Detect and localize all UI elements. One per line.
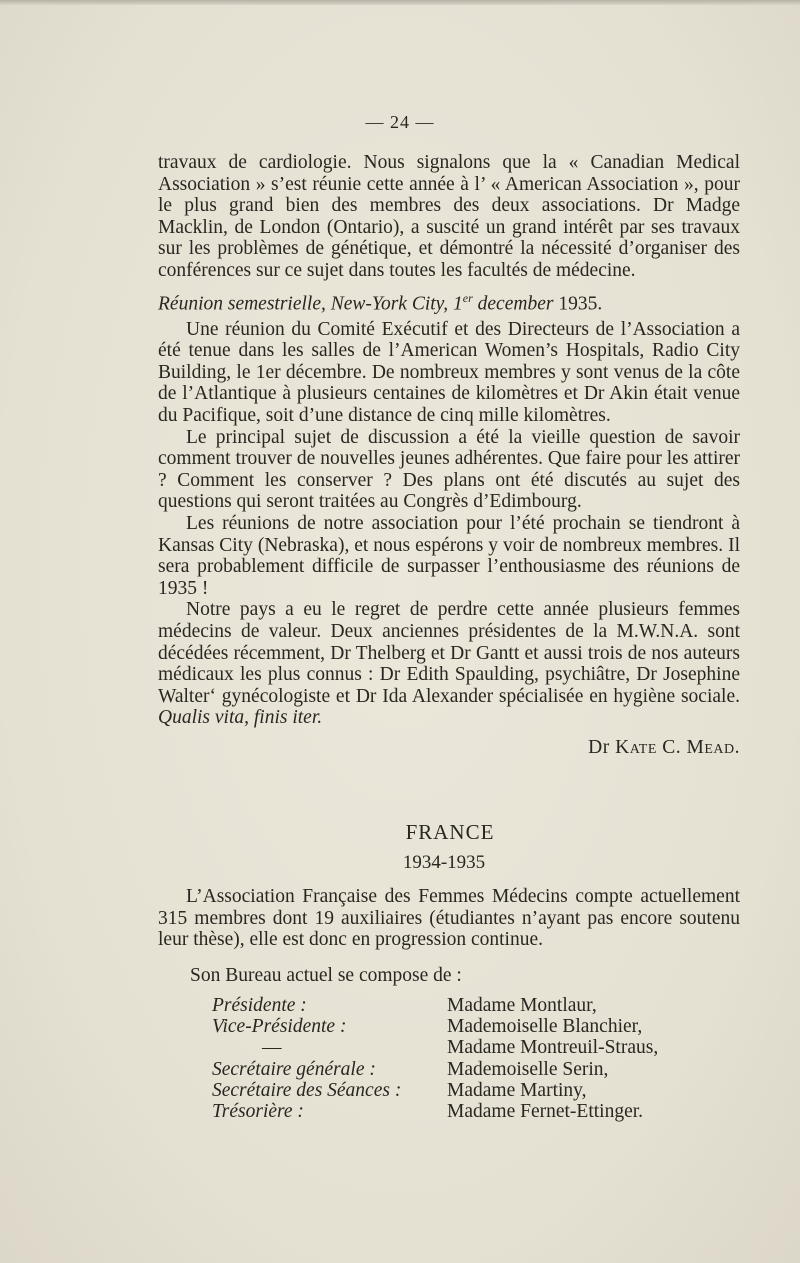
officer-role: Vice-Présidente : xyxy=(212,1016,347,1038)
latin-phrase: Qualis vita, finis iter. xyxy=(158,707,323,729)
heading-text-end: december xyxy=(472,293,554,315)
officer-row xyxy=(212,995,658,1016)
body-text-top xyxy=(158,152,740,759)
paragraph-discussion: Le principal sujet de discussion a été la vieille question de savoir comment trouver de nouvelles jeunes adhérentes. Que faire pour les attirer ? Comment les conserver ? Des plans ont été discutés au sujet des questions qui seront traitées au Congrès d’Edimbourg. xyxy=(158,426,740,513)
officer-name: Madame Montlaur, xyxy=(447,995,597,1016)
officer-role: Trésorière : xyxy=(212,1101,304,1123)
heading-superscript: er xyxy=(462,290,473,305)
officer-row xyxy=(212,1101,658,1122)
paragraph-regret xyxy=(158,599,740,729)
officer-row xyxy=(212,1080,658,1101)
officer-name: Madame Montreuil-Straus, xyxy=(447,1037,659,1059)
signature-name: Kate C. Mead. xyxy=(615,736,740,758)
heading-text: Réunion semestrielle, New-York City, 1 xyxy=(158,293,463,315)
officer-name: Madame Fernet-Ettinger. xyxy=(447,1101,644,1123)
officer-role: Présidente : xyxy=(212,995,307,1016)
officers-list xyxy=(212,995,658,1122)
officer-role: Secrétaire des Séances : xyxy=(212,1079,402,1101)
signature-title: Dr xyxy=(588,736,616,758)
page-top-edge xyxy=(0,0,800,5)
paragraph-association-francaise: L’Association Française des Femmes Médecins compte actuellement 315 membres dont 19 auxiliaires (étudiantes n’ayant pas encore soutenu leur thèse), elle est donc en progression continue. xyxy=(158,886,740,951)
bureau-intro: Son Bureau actuel se compose de : xyxy=(190,965,462,986)
section-years: 1934-1935 xyxy=(402,852,486,873)
section-title-france: FRANCE xyxy=(405,820,495,844)
section-heading-reunion xyxy=(158,288,740,315)
paragraph-cardiologie: travaux de cardiologie. Nous signalons que la « Canadian Medical Association » s’est réunie cette année à l’ « American Association », pour le plus grand bien des membres des deux associations. Dr Madge Macklin, de London (Ontario), a suscité un grand intérêt par ses travaux sur les problèmes de génétique, et démontré la nécessité d’organiser des conférences sur ce sujet dans toutes les facultés de médecine. xyxy=(158,152,740,281)
officer-role: — xyxy=(262,1037,282,1059)
regret-text: Notre pays a eu le regret de perdre cette année plusieurs femmes médecins de valeur. Deux anciennes présidentes de la M.W.N.A. sont décédées récemment, Dr Thelberg et Dr Gantt et aussi trois de nos auteurs médicaux les plus connus : Dr Edith Spaulding, psychiâtre, Dr Josephine Walter‘ gynécologiste et Dr Ida Alexander spécialisée en hygiène sociale. xyxy=(158,599,740,707)
officer-name: Mademoiselle Blanchier, xyxy=(447,1016,643,1038)
officer-name: Mademoiselle Serin, xyxy=(447,1058,609,1080)
body-text-france xyxy=(158,886,740,951)
heading-year: 1935. xyxy=(553,293,603,315)
officer-row xyxy=(212,1016,658,1037)
officer-row xyxy=(212,1059,658,1080)
officer-role: Secrétaire générale : xyxy=(212,1058,376,1080)
paragraph-reunion: Une réunion du Comité Exécutif et des Directeurs de l’Association a été tenue dans les salles de l’American Women’s Hospitals, Radio City Building, le 1er décembre. De nombreux membres y sont venus de la côte de l’Atlantique à plusieurs centaines de kilomètres et Dr Akin était venue du Pacifique, soit d’une distance de cinq mille kilomètres. xyxy=(158,318,740,427)
signature xyxy=(158,737,740,759)
officer-name: Madame Martiny, xyxy=(447,1079,587,1101)
page-number: — 24 — xyxy=(365,112,435,132)
paragraph-kansas-city: Les réunions de notre association pour l’été prochain se tiendront à Kansas City (Nebraska), et nous espérons y voir de nombreux membres. Il sera probablement difficile de surpasser l’enthousiasme des réunions de 1935 ! xyxy=(158,513,740,599)
officer-row xyxy=(212,1037,658,1058)
